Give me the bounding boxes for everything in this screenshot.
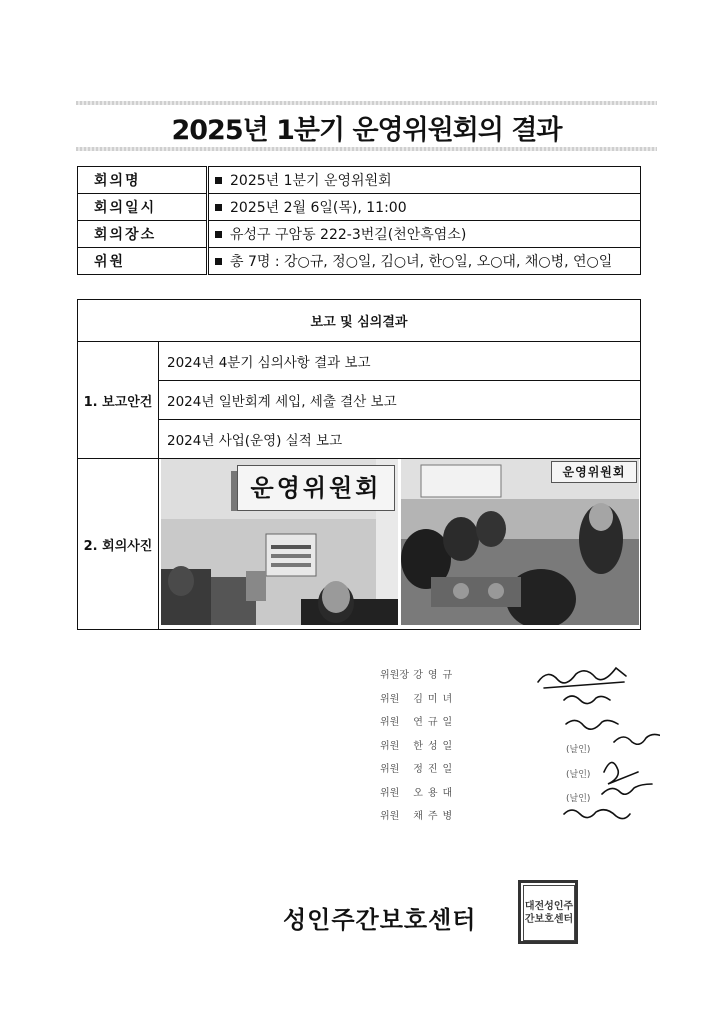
- top-band: [76, 101, 657, 105]
- seal-mark: (날인): [566, 745, 591, 755]
- report-item: 2024년 4분기 심의사항 결과 보고: [159, 342, 641, 381]
- report-header: 보고 및 심의결과: [78, 300, 641, 342]
- signature-row: 위원 한성일: [380, 740, 458, 752]
- organization-name: 성인주간보호센터: [283, 906, 477, 934]
- photo-banner: 운영위원회: [551, 461, 637, 483]
- handwritten-signatures: [530, 664, 660, 844]
- official-seal: [518, 880, 578, 944]
- seal-mark: (날인): [566, 794, 591, 804]
- info-label: 회의장소: [78, 221, 208, 248]
- info-row-datetime: [78, 194, 641, 221]
- signature-row: 위원 채주병: [380, 811, 458, 822]
- title-underline-band: [76, 147, 657, 151]
- info-label: 회의일시: [78, 194, 208, 221]
- signature-row: 위원장 강영규: [380, 670, 458, 681]
- info-row-place: [78, 221, 641, 248]
- bullet-icon: [215, 204, 222, 211]
- meeting-photo-1: [161, 459, 398, 625]
- section-label-report: 1. 보고안건: [78, 342, 159, 459]
- document-title: 2025년 1분기 운영위원회의 결과: [171, 115, 562, 146]
- official-seal-text: 대전성인주간보호센터: [523, 885, 575, 941]
- signature-row: 위원 김미녀: [380, 693, 458, 705]
- info-value: 2025년 2월 6일(목), 11:00: [230, 200, 407, 216]
- bullet-icon: [215, 231, 222, 238]
- report-item: 2024년 사업(운영) 실적 보고: [159, 420, 641, 459]
- info-label: 위원: [78, 248, 208, 275]
- info-row-name: [78, 167, 641, 194]
- info-value: 총 7명 : 강○규, 정○일, 김○녀, 한○일, 오○대, 채○병, 연○일: [230, 254, 613, 270]
- info-value: 2025년 1분기 운영위원회: [230, 173, 392, 189]
- signature-row: 위원 오용대: [380, 787, 458, 799]
- info-row-members: [78, 248, 641, 275]
- meeting-photo-2-scene: [401, 459, 639, 625]
- signature-row: 위원 연규일: [380, 717, 458, 728]
- report-item: 2024년 일반회계 세입, 세출 결산 보고: [159, 381, 641, 420]
- bullet-icon: [215, 258, 222, 265]
- photo-banner: 운영위원회: [237, 465, 395, 511]
- seal-mark: (날인): [566, 770, 591, 780]
- signature-row: 위원 정진일: [380, 764, 458, 775]
- signature-list: [380, 666, 500, 831]
- section-label-photos: 2. 회의사진: [78, 459, 159, 630]
- info-label: 회의명: [78, 167, 208, 194]
- meeting-photo-2: [401, 459, 639, 625]
- bullet-icon: [215, 177, 222, 184]
- meeting-info-table: [77, 166, 641, 275]
- info-value: 유성구 구암동 222-3번길(천안흑염소): [230, 227, 467, 243]
